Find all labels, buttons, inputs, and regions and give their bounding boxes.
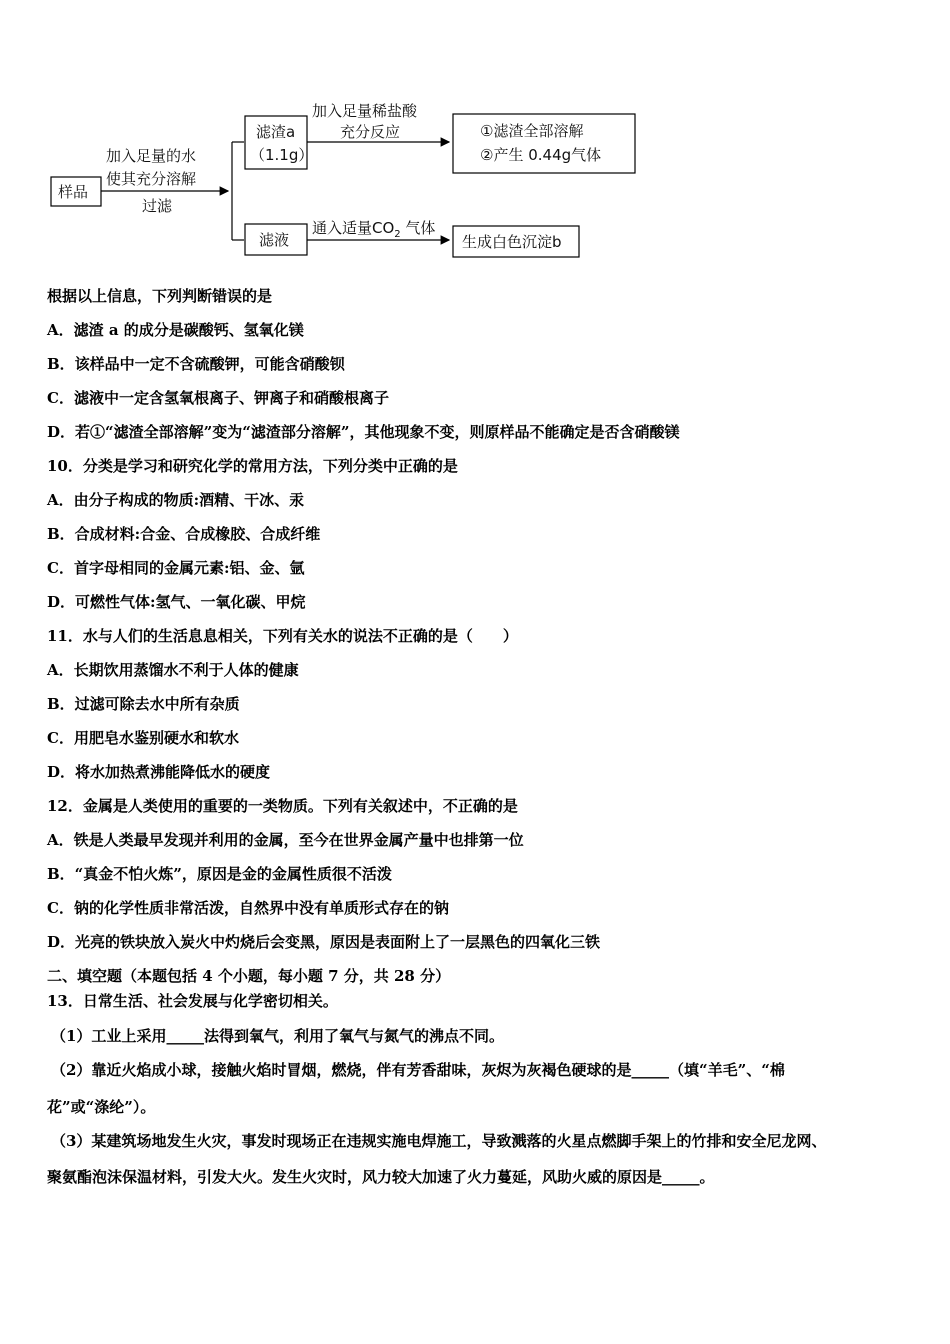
q11-option-c: C．用肥皂水鉴别硬水和软水 — [47, 729, 239, 747]
step1-line2: 使其充分溶解 — [106, 170, 197, 188]
q10-option-a: A．由分子构成的物质:酒精、干冰、汞 — [47, 491, 305, 509]
q13-part2-line1: （2）靠近火焰成小球，接触火焰时冒烟，燃烧，伴有芳香甜味，灰烬为灰褐色硬球的是_____（填“羊毛”、“棉 — [51, 1061, 785, 1079]
q9-option-c: C．滤液中一定含氢氧根离子、钾离子和硝酸根离子 — [47, 389, 389, 407]
co2-label: 通入适量$CO_2$ 气体 — [312, 219, 436, 240]
q10-option-d: D．可燃性气体:氢气、一氧化碳、甲烷 — [47, 593, 306, 611]
precipitate-label: 生成白色沉淀b — [462, 233, 562, 251]
q11-stem: 11．水与人们的生活息息相关，下列有关水的说法不正确的是（ ） — [47, 627, 518, 645]
result-line1: ①滤渣全部溶解 — [480, 122, 584, 140]
q9-stem: 根据以上信息，下列判断错误的是 — [47, 287, 273, 305]
q10-option-b: B．合成材料:合金、合成橡胶、合成纤维 — [47, 525, 321, 543]
q9-option-b: B．该样品中一定不含硫酸钾，可能含硝酸钡 — [47, 355, 345, 373]
residue-line1: 滤渣a — [256, 123, 296, 141]
q13-part2-line2: 花”或“涤纶”）。 — [47, 1098, 156, 1116]
q13-part3-line1: （3）某建筑场地发生火灾，事发时现场正在违规实施电焊施工，导致溅落的火星点燃脚手架上的竹排和安全尼龙网、 — [51, 1132, 827, 1150]
q12-option-b: B．“真金不怕火炼”，原因是金的金属性质很不活泼 — [47, 865, 392, 883]
acid-line1: 加入足量稀盐酸 — [312, 102, 418, 120]
q11-option-a: A．长期饮用蒸馏水不利于人体的健康 — [47, 661, 299, 679]
q9-option-a: A．滤渣 a 的成分是碳酸钙、氢氧化镁 — [47, 321, 304, 339]
q9-option-d: D．若①“滤渣全部溶解”变为“滤渣部分溶解”，其他现象不变，则原样品不能确定是否含硝酸镁 — [47, 423, 680, 441]
result-line2: ②产生 0.44g气体 — [480, 146, 602, 164]
filtrate-label: 滤液 — [259, 231, 290, 249]
flow-diagram — [0, 0, 950, 270]
step1-line1: 加入足量的水 — [106, 147, 197, 165]
q11-option-d: D．将水加热煮沸能降低水的硬度 — [47, 763, 271, 781]
q13-part3-line2: 聚氨酯泡沫保温材料，引发大火。发生火灾时，风力较大加速了火力蔓延，风助火威的原因是_____。 — [47, 1168, 715, 1186]
acid-line2: 充分反应 — [340, 123, 401, 141]
q12-option-a: A．铁是人类最早发现并利用的金属，至今在世界金属产量中也排第一位 — [47, 831, 524, 849]
sample-label: 样品 — [58, 183, 89, 201]
q13-stem: 13．日常生活、社会发展与化学密切相关。 — [47, 992, 338, 1010]
section-title: 二、填空题（本题包括 4 个小题，每小题 7 分，共 28 分） — [47, 967, 451, 985]
q10-stem: 10．分类是学习和研究化学的常用方法，下列分类中正确的是 — [47, 457, 458, 475]
q12-option-c: C．钠的化学性质非常活泼，自然界中没有单质形式存在的钠 — [47, 899, 449, 917]
q13-part1: （1）工业上采用_____法得到氧气，利用了氧气与氮气的沸点不同。 — [51, 1027, 504, 1045]
step1-line3: 过滤 — [142, 197, 173, 215]
q11-option-b: B．过滤可除去水中所有杂质 — [47, 695, 240, 713]
q10-option-c: C．首字母相同的金属元素:铝、金、氩 — [47, 559, 305, 577]
q12-stem: 12．金属是人类使用的重要的一类物质。下列有关叙述中，不正确的是 — [47, 797, 518, 815]
q12-option-d: D．光亮的铁块放入炭火中灼烧后会变黑，原因是表面附上了一层黑色的四氧化三铁 — [47, 933, 601, 951]
residue-line2: （1.1g） — [250, 146, 314, 164]
